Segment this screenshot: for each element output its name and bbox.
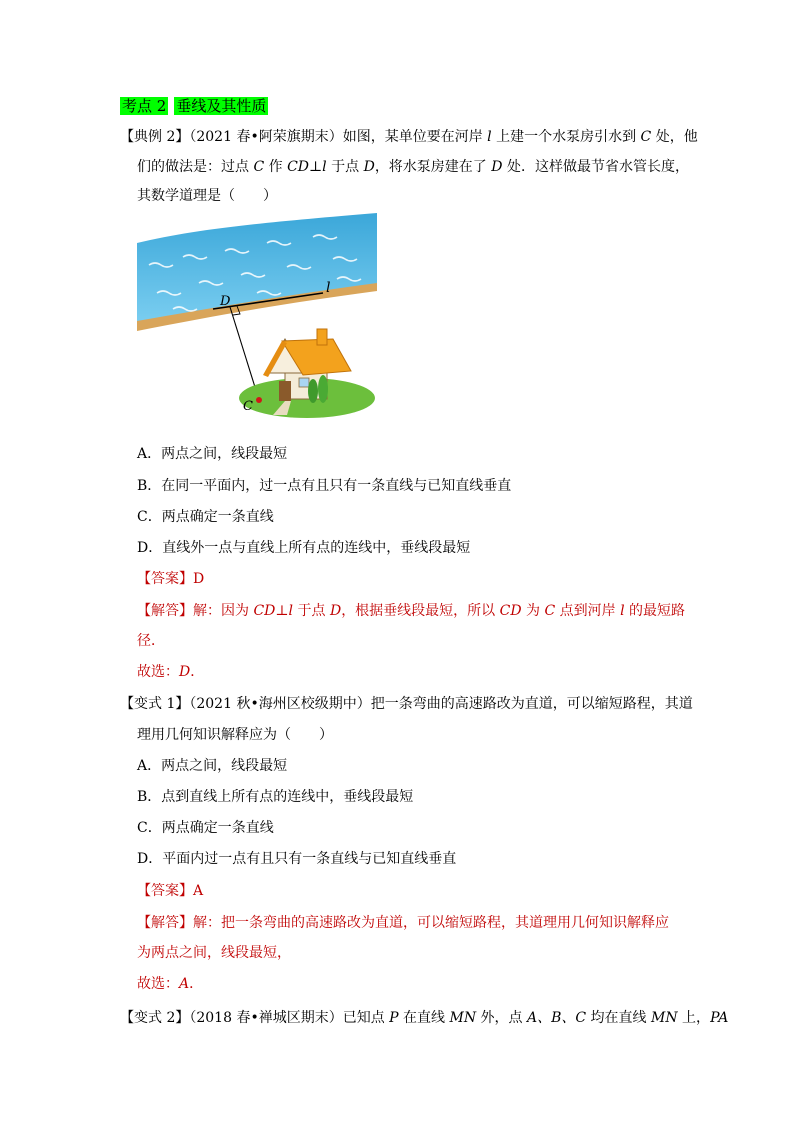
text: 在直线 (398, 1010, 450, 1026)
text: 故选： (137, 664, 179, 680)
text: 均在直线 (586, 1010, 652, 1026)
var-p: P (389, 1010, 399, 1026)
variant1-tag: 【变式 1】 (120, 696, 190, 712)
text: ，根据垂线段最短，所以 (341, 603, 500, 619)
text: 上建一个水泵房引水到 (491, 129, 641, 145)
variant1-choose (137, 974, 203, 994)
bush-icon (308, 379, 318, 403)
variant1-source: （2021 秋•海州区校级期中） (189, 696, 371, 712)
example2-source: （2021 春•阿荣旗期末） (189, 129, 343, 145)
var-mn: MN (449, 1010, 477, 1026)
example2-option-b: B．在同一平面内，过一点有且只有一条直线与已知直线垂直 (137, 478, 512, 494)
example2-answer (137, 569, 204, 589)
text: 解：把一条弯曲的高速路改为直道，可以缩短路程，其道理用几何知识解释应 (193, 915, 669, 931)
solution-tag: 【解答】 (137, 603, 193, 619)
example2-solution-line1 (137, 601, 685, 621)
text: 点到河岸 (555, 603, 621, 619)
var-cd: CD (499, 603, 522, 619)
label-d: D (220, 294, 231, 309)
var-c: C (640, 129, 652, 145)
example2-choose (137, 662, 204, 682)
house-window (299, 378, 309, 387)
text: ． (189, 976, 204, 992)
variant1-line1 (120, 694, 693, 714)
var-d: D (491, 159, 503, 175)
point-c-marker (256, 397, 262, 403)
text: 的最短路 (624, 603, 686, 619)
house-door (279, 381, 291, 401)
variant1-solution-line2: 为两点之间，线段最短， (137, 945, 291, 961)
river-house-illustration (137, 213, 377, 431)
example2-tag: 【典例 2】 (120, 129, 190, 145)
example2-solution-line2: 径． (137, 633, 165, 649)
var-c: C (253, 159, 265, 175)
text: 为 (521, 603, 545, 619)
example2-option-c: C．两点确定一条直线 (137, 509, 274, 525)
text: 处．这样做最节省水管长度， (502, 159, 689, 175)
text: 把一条弯曲的高速路改为直道，可以缩短路程，其道 (370, 696, 693, 712)
variant1-option-a: A．两点之间，线段最短 (137, 758, 288, 774)
var-d: D (363, 159, 375, 175)
text: 外，点 (476, 1010, 527, 1026)
var-pa: PA (710, 1010, 729, 1026)
var-d: D (329, 603, 342, 619)
choice-letter: D (179, 664, 191, 680)
example2-line3: 其数学道理是（ ） (137, 188, 277, 204)
answer-tag: 【答案】 (137, 883, 193, 899)
var-c: C (544, 603, 556, 619)
text: 于点 (293, 603, 330, 619)
section-label: 考点 2 (122, 97, 167, 115)
label-l: l (326, 280, 331, 296)
solution-tag: 【解答】 (137, 915, 193, 931)
variant1-option-d: D．平面内过一点有且只有一条直线与已知直线垂直 (137, 851, 457, 867)
chimney (317, 329, 327, 345)
text: 处，他 (651, 129, 698, 145)
choice-letter: A (179, 976, 190, 992)
variant2-tag: 【变式 2】 (120, 1010, 190, 1026)
text: ． (190, 664, 205, 680)
text: 们的做法是：过点 (137, 159, 254, 175)
answer-tag: 【答案】 (137, 571, 193, 587)
text: 上， (677, 1010, 711, 1026)
river-house-figure (137, 213, 377, 431)
var-abc: A、B、C (526, 1010, 587, 1026)
text: 于点 (326, 159, 364, 175)
variant1-option-b: B．点到直线上所有点的连线中，垂线段最短 (137, 789, 414, 805)
bush-icon (318, 375, 328, 403)
example2-option-d: D．直线外一点与直线上所有点的连线中，垂线段最短 (137, 540, 471, 556)
expr-cd-perp-l: CD⊥l (253, 603, 294, 619)
variant2-source: （2018 春•禅城区期末） (189, 1010, 343, 1026)
var-l: l (487, 129, 492, 145)
text: 故选： (137, 976, 179, 992)
answer-value: A (193, 883, 204, 899)
text: 已知点 (342, 1010, 390, 1026)
text: 如图，某单位要在河岸 (342, 129, 488, 145)
var-l: l (620, 603, 625, 619)
section-title: 垂线及其性质 (176, 97, 267, 115)
section-heading (120, 96, 268, 116)
text: ，将水泵房建在了 (374, 159, 492, 175)
variant1-option-c: C．两点确定一条直线 (137, 820, 274, 836)
var-mn: MN (651, 1010, 678, 1026)
example2-option-a: A．两点之间，线段最短 (137, 446, 288, 462)
text: 作 (264, 159, 288, 175)
answer-value: D (193, 571, 205, 587)
text: 解：因为 (193, 603, 254, 619)
example2-line2 (137, 157, 689, 177)
variant1-solution-line1 (137, 913, 669, 933)
variant1-answer (137, 881, 203, 901)
label-c: C (243, 399, 253, 414)
expr-cd-perp-l: CD⊥l (287, 159, 327, 175)
variant2-line1 (120, 1008, 728, 1028)
example2-line1 (120, 127, 698, 147)
variant1-line2: 理用几何知识解释应为（ ） (137, 727, 333, 743)
